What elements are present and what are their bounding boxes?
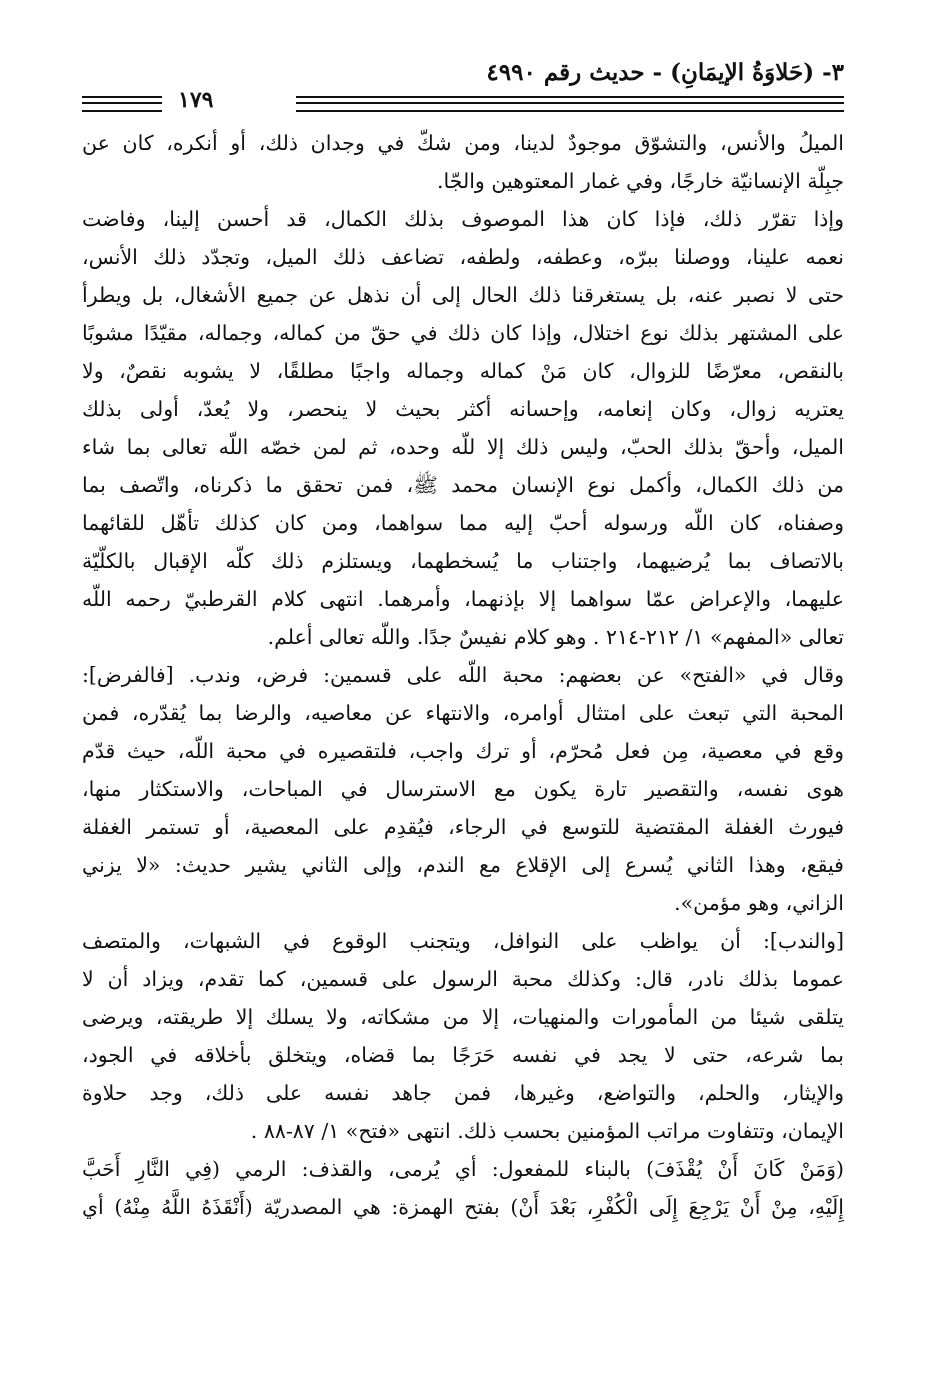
- text-line: والإيثار، والحلم، والتواضع، وغيرها، فمن جاهد نفسه على ذلك، وجد حلاوة: [82, 1081, 844, 1105]
- text-line: تعالى «المفهم» ١/ ٢١٢-٢١٤ . وهو كلام نفيسٌ جدًا. واللّه تعالى أعلم.: [267, 625, 844, 649]
- text-line: يتلقى شيئا من المأمورات والمنهيات، إلا من مشكاته، ولا يسلك إلا طريقته، ويرضى: [82, 1005, 844, 1029]
- page-body: [82, 124, 844, 1226]
- text-line: جبِلّة الإنسانيّة خارجًا، وفي غمار المعتوهين والجّا.: [437, 169, 844, 193]
- text-line: (وَمَنْ كَانَ أَنْ يُقْذَفَ) بالبناء للمفعول: أي يُرمى، والقذف: الرمي (فِي النَّارِ أَحَبَّ: [82, 1157, 844, 1181]
- text-line: هوى نفسه، والتقصير تارة يكون مع الاسترسال في المباحات، والاستكثار منها،: [82, 777, 844, 801]
- text-line: بما شرعه، حتى لا يجد في نفسه حَرَجًا بما قضاه، ويتخلق بأخلاقه في الجود،: [82, 1043, 844, 1067]
- paragraph: [82, 200, 844, 656]
- text-line: بالنقص، معرّضًا للزوال، كان مَنْ كماله وجماله واجبًا مطلقًا، لا يشوبه نقصٌ، ولا: [82, 359, 844, 383]
- text-line: الزاني، وهو مؤمن».: [674, 891, 844, 915]
- text-line: الإيمان، وتتفاوت مراتب المؤمنين بحسب ذلك. انتهى «فتح» ١/ ٨٧-٨٨ .: [250, 1119, 844, 1143]
- text-line: من ذلك الكمال، وأكمل نوع الإنسان محمد ﷺ، فمن تحقق ما ذكرناه، واتّصف بما: [82, 473, 844, 497]
- text-line: وقع في معصية، مِن فعل مُحرّم، أو ترك واجب، فلتقصيره في محبة اللّه، حيث قدّم: [82, 739, 844, 763]
- paragraph: [82, 656, 844, 922]
- running-head: ٣- (حَلاوَةُ الإيمَانِ) - حديث رقم ٤٩٩٠: [486, 59, 844, 86]
- paragraph: [82, 922, 844, 1150]
- text-line: فيورث الغفلة المقتضية للتوسع في الرجاء، فيُقدِم على المعصية، أو تستمر الغفلة: [82, 815, 844, 839]
- text-line: يعتريه زوال، وكان إنعامه، وإحسانه أكثر بحيث لا ينحصر، ولا يُعدّ، أولى بذلك: [82, 397, 844, 421]
- text-line: عليهما، والإعراض عمّا سواهما إلا بإذنهما، وأمرهما. انتهى كلام القرطبيّ رحمه اللّه: [82, 587, 844, 611]
- text-line: إِلَيْهِ، مِنْ أَنْ يَرْجِعَ إِلَى الْكُفْرِ، بَعْدَ أَنْ) بفتح الهمزة: هي المصدريّة (أَنْقَذَهُ اللَّهُ مِنْهُ) أي: [82, 1195, 844, 1219]
- text-line: على المشتهر بذلك نوع اختلال، وإذا كان ذلك في حقّ من كماله، وجماله، مقيّدًا مشوبًا: [82, 321, 844, 345]
- text-line: بالاتصاف بما يُرضيهما، واجتناب ما يُسخطهما، ويستلزم ذلك كلّه الإقبال بالكلّيّة: [82, 549, 844, 573]
- header-rule-right: [296, 96, 844, 112]
- text-line: الميل، وأحقّ بذلك الحبّ، وليس ذلك إلا للّه وحده، ثم لمن خصّه اللّه تعالى بما شاء: [82, 435, 844, 459]
- text-line: عموما بذلك نادر، قال: وكذلك محبة الرسول على قسمين، كما تقدم، ويزاد أن لا: [82, 967, 844, 991]
- paragraph: [82, 1150, 844, 1226]
- text-line: [والندب]: أن يواظب على النوافل، ويتجنب الوقوع في الشبهات، والمتصف: [82, 929, 844, 953]
- page-number: ١٧٩: [178, 87, 214, 113]
- text-line: فيقع، وهذا الثاني يُسرع إلى الإقلاع مع الندم، وإلى الثاني يشير حديث: «لا يزني: [82, 853, 844, 877]
- text-line: نعمه علينا، ووصلنا ببرّه، وعطفه، ولطفه، تضاعف ذلك الميل، وتجدّد ذلك الأنس،: [82, 245, 844, 269]
- paragraph: [82, 124, 844, 200]
- text-line: وإذا تقرّر ذلك، فإذا كان هذا الموصوف بذلك الكمال، قد أحسن إلينا، وفاضت: [82, 207, 844, 231]
- text-line: الميلُ والأنس، والتشوّق موجودٌ لدينا، ومن شكّ في وجدان ذلك، أو أنكره، كان عن: [82, 131, 844, 155]
- text-line: المحبة التي تبعث على امتثال أوامره، والانتهاء عن معاصيه، والرضا بما يُقدّره، فمن: [82, 701, 844, 725]
- page-header: [82, 58, 844, 120]
- text-line: وقال في «الفتح» عن بعضهم: محبة اللّه على قسمين: فرض، وندب. [فالفرض]:: [82, 663, 844, 687]
- text-line: حتى لا نصبر عنه، بل يستغرقنا ذلك الحال إلى أن نذهل عن جميع الأشغال، بل ويطرأ: [82, 283, 844, 307]
- text-line: وصفناه، كان اللّه ورسوله أحبّ إليه مما سواهما، ومن كان كذلك تأهّل للقائهما: [82, 511, 844, 535]
- header-rule-left: [82, 96, 162, 112]
- header-rule: [82, 87, 844, 113]
